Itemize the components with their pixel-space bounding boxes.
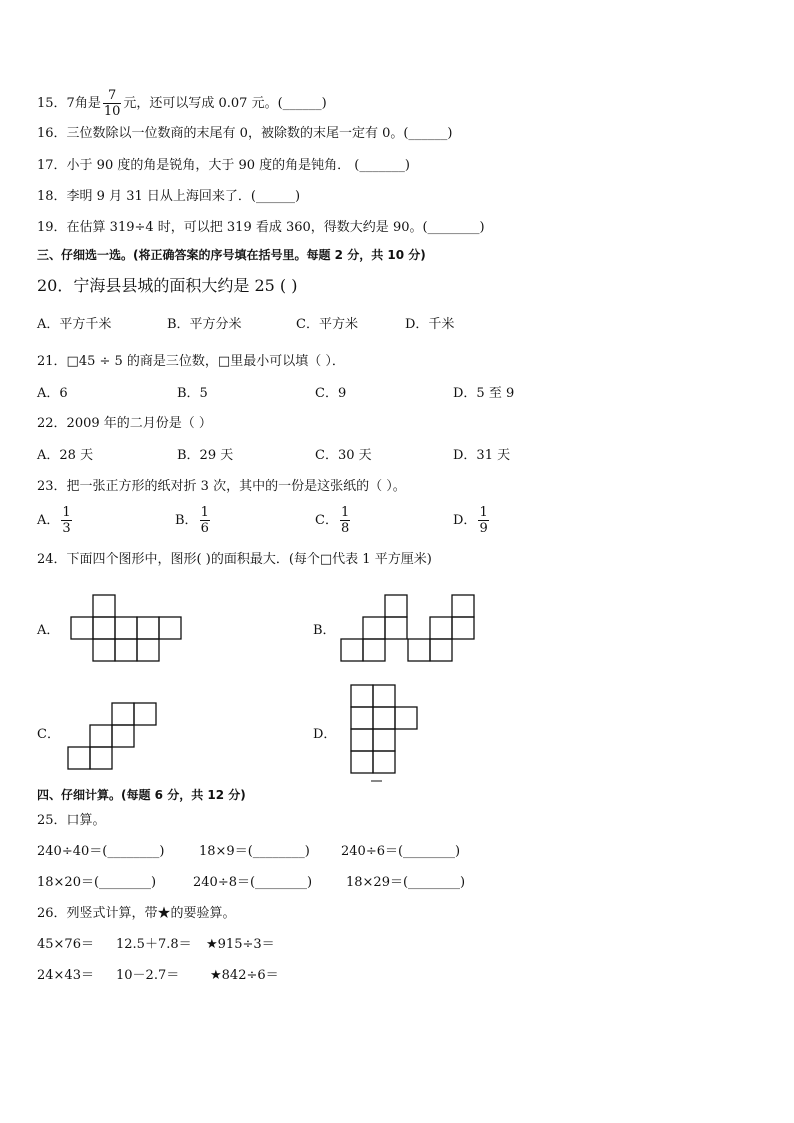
question-21: 21．□45 ÷ 5 的商是三位数，□里最小可以填（ ）． [37,354,345,369]
q26-r1-c2: 12.5＋7.8＝ [116,937,192,952]
q21-option-a: A．6 [37,386,68,401]
q15-text-after: 元，还可以写成 0.07 元。(______) [123,96,327,111]
q23-option-a-label: A． [37,513,60,528]
q22-option-d: D．31 天 [453,448,511,463]
q20-option-a: A．平方千米 [37,317,112,332]
q21-option-c: C．9 [315,386,347,401]
q26-r2-c3: ★842÷6＝ [210,968,279,983]
question-25: 25．口算。 [37,813,106,828]
q22-option-c: C．30 天 [315,448,372,463]
figure-c [66,702,160,772]
q23-d-den: 9 [479,521,488,536]
question-17: 17．小于 90 度的角是锐角，大于 90 度的角是钝角． (_______) [37,158,410,173]
figure-a [70,594,186,664]
q26-r1-c1: 45×76＝ [37,937,94,952]
q23-d-num: 1 [479,505,488,520]
question-19: 19．在估算 319÷4 时，可以把 319 看成 360，得数大约是 90。(________) [37,220,485,235]
q23-b-num: 1 [200,505,209,520]
q23-b-den: 6 [200,521,209,536]
question-22: 22．2009 年的二月份是（ ） [37,416,212,431]
q20-option-d: D．千米 [405,317,455,332]
figure-b [340,594,478,664]
q23-option-c-label: C． [315,513,338,528]
q22-option-b: B．29 天 [177,448,234,463]
q15-frac-num: 7 [103,88,122,104]
q25-r1-c2: 18×9＝(________) [199,844,310,859]
question-16: 16．三位数除以一位数商的末尾有 0，被除数的末尾一定有 0。(______) [37,126,453,141]
q23-option-d-fraction [478,505,488,536]
figure-d [350,684,422,784]
q23-option-a [37,505,74,536]
q20-option-c: C．平方米 [296,317,358,332]
figure-d-label: D． [313,727,337,742]
q21-option-b: B．5 [177,386,208,401]
q20-option-b: B．平方分米 [167,317,242,332]
q26-r2-c2: 10－2.7＝ [116,968,180,983]
q23-option-b [175,505,212,536]
question-24: 24．下面四个图形中，图形( )的面积最大．(每个□代表 1 平方厘米) [37,552,432,567]
q23-option-b-fraction [200,505,210,536]
q15-frac-den: 10 [103,104,121,119]
question-18: 18．李明 9 月 31 日从上海回来了．(______) [37,189,301,204]
question-15 [37,88,327,119]
q15-text-before: 15．7角是 [37,96,101,111]
q23-option-d-label: D． [453,513,477,528]
figure-a-label: A． [37,623,60,638]
q21-option-d: D．5 至 9 [453,386,515,401]
q22-option-a: A．28 天 [37,448,94,463]
q15-fraction [103,88,122,119]
q23-a-num: 1 [62,505,71,520]
q23-option-b-label: B． [175,513,198,528]
q25-r2-c3: 18×29＝(________) [346,875,466,890]
q25-r2-c2: 240÷8＝(________) [193,875,313,890]
question-23: 23．把一张正方形的纸对折 3 次，其中的一份是这张纸的（ ）。 [37,479,406,494]
q26-r2-c1: 24×43＝ [37,968,94,983]
section-3-heading: 三、仔细选一选。(将正确答案的序号填在括号里。每题 2 分，共 10 分) [37,248,426,262]
figure-c-label: C． [37,727,60,742]
q23-option-c-fraction [340,505,350,536]
q23-c-num: 1 [340,505,350,520]
question-26: 26．列竖式计算，带★的要验算。 [37,906,236,921]
q25-r1-c1: 240÷40＝(________) [37,844,165,859]
q23-a-den: 3 [62,521,71,536]
q25-r1-c3: 240÷6＝(________) [341,844,461,859]
q23-option-a-fraction [61,505,71,536]
q25-r2-c1: 18×20＝(________) [37,875,157,890]
q26-r1-c3: ★915÷3＝ [206,937,275,952]
q23-option-d [453,505,491,536]
section-4-heading: 四、仔细计算。(每题 6 分，共 12 分) [37,788,246,802]
q23-c-den: 8 [340,521,350,536]
question-20: 20．宁海县县城的面积大约是 25 ( ) [37,276,298,295]
figure-b-label: B． [313,623,336,638]
q23-option-c [315,505,352,536]
